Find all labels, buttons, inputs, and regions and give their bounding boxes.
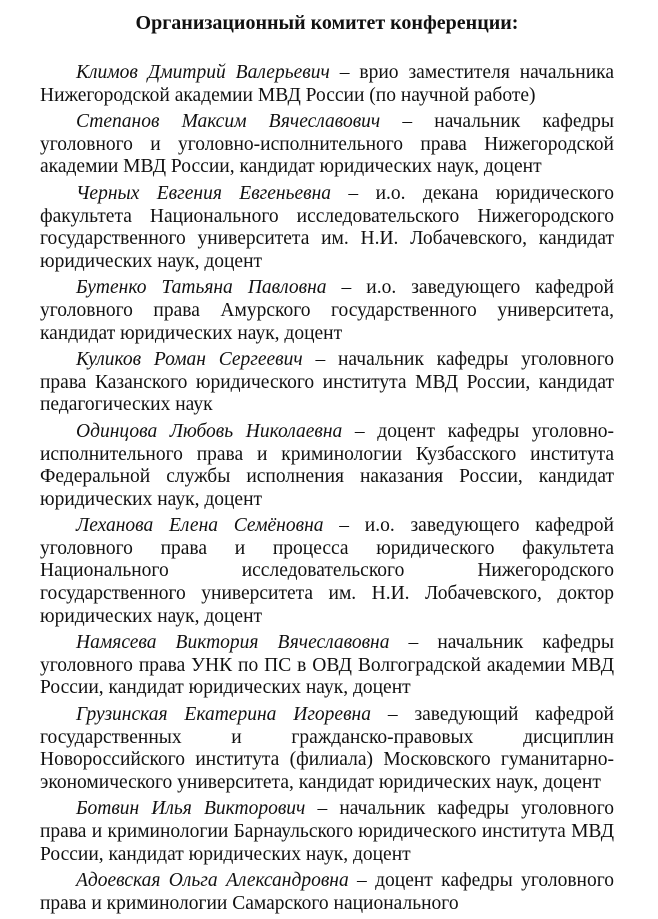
committee-member <box>40 704 614 794</box>
committee-member <box>40 798 614 866</box>
member-role: – и.о. заведующего кафедрой уголовного права Амурского государственного университета, кандидат юридических наук, доцент <box>40 277 614 344</box>
committee-member <box>40 349 614 417</box>
member-name: Ботвин Илья Викторович <box>76 798 306 820</box>
member-name: Климов Дмитрий Валерьевич <box>76 62 330 83</box>
member-name: Черных Евгения Евгеньевна <box>76 182 332 204</box>
committee-member <box>40 515 614 628</box>
committee-member <box>40 111 614 179</box>
member-role: – заведующий кафедрой государственных и гражданско-правовых дисциплин Новороссийского института (филиала) Московского гуманитарно-экономического университета, кандидат юридических наук, доцент <box>40 704 614 793</box>
committee-member <box>40 62 614 107</box>
member-name: Леханова Елена Семёновна <box>76 515 324 537</box>
page-title: Организационный комитет конференции: <box>135 12 519 34</box>
member-role: – и.о. декана юридического факультета Национального исследовательского Нижегородского государственного университета им. Н.И. Лобачевского, кандидат юридических наук, доцент <box>40 182 614 272</box>
member-name: Намясева Виктория Вячеславовна <box>76 632 390 654</box>
member-role: – доцент кафедры уголовно-исполнительного права и криминологии Кузбасского института Федеральной службы исполнения наказания России, кандидат юридических наук, доцент <box>40 420 614 510</box>
member-name: Грузинская Екатерина Игоревна <box>76 704 371 726</box>
committee-member <box>40 183 614 273</box>
member-role: – начальник кафедры уголовного и уголовно-исполнительного права Нижегородской академии МВД России, кандидат юридических наук, доцент <box>40 111 614 178</box>
committee-member <box>40 421 614 511</box>
member-name: Адоевская Ольга Александровна <box>76 870 349 892</box>
member-role: – начальник кафедры уголовного права Казанского юридического института МВД России, кандидат педагогических наук <box>40 349 614 416</box>
member-role: – начальник кафедры уголовного права УНК по ПС в ОВД Волгоградской академии МВД России, кандидат юридических наук, доцент <box>40 632 614 699</box>
committee-member <box>40 277 614 345</box>
member-role: – и.о. заведующего кафедрой уголовного права и процесса юридического факультета Национального исследовательского Нижегородского государственного университета им. Н.И. Лобачевского, доктор юридических наук, доцент <box>40 515 614 627</box>
member-role: – начальник кафедры уголовного права и криминологии Барнаульского юридического института МВД России, кандидат юридических наук, доцент <box>40 798 615 865</box>
member-name: Степанов Максим Вячеславович <box>76 111 381 133</box>
committee-member <box>40 632 614 700</box>
member-name: Бутенко Татьяна Павловна <box>76 277 327 299</box>
committee-member <box>40 870 614 915</box>
document-page <box>40 8 614 919</box>
member-name: Одинцова Любовь Николаевна <box>76 420 343 442</box>
member-role: – врио заместителя начальника Нижегородской академии МВД России (по научной работе) <box>40 62 614 106</box>
member-name: Куликов Роман Сергеевич <box>76 349 303 371</box>
member-role: – доцент кафедры уголовного права и криминологии Самарского национального <box>40 870 614 914</box>
